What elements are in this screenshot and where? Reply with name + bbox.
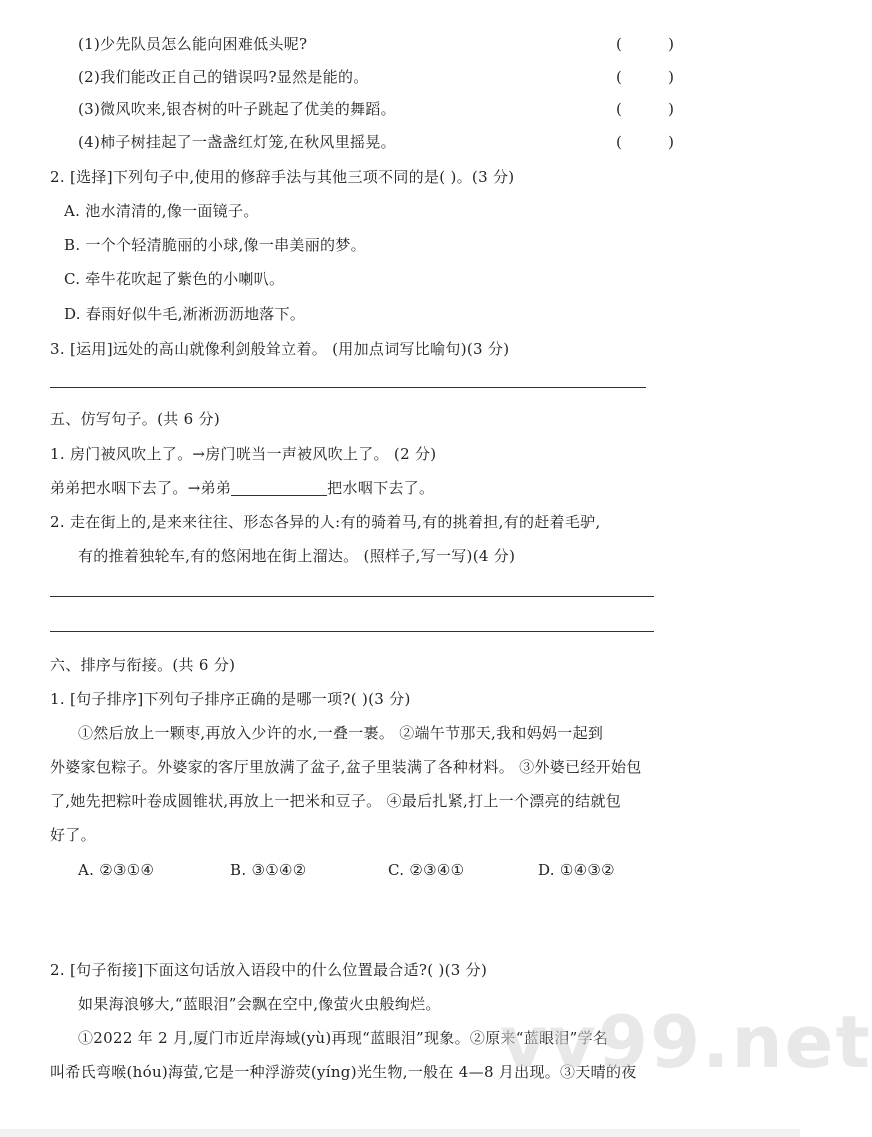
answer-paren-4[interactable] (616, 132, 674, 152)
q4-item-1: (1)少先队员怎么能向困难低头呢? (78, 35, 308, 53)
fill-in-blank[interactable] (231, 479, 327, 496)
section6-q1-option-b[interactable]: B. ③①④② (230, 861, 307, 879)
answer-paren-2[interactable] (616, 67, 674, 87)
q2-option-c[interactable]: C. 牵牛花吹起了紫色的小喇叭。 (64, 270, 285, 288)
q3-stem: 3. [运用]远处的高山就像利剑般耸立着。 (用加点词写比喻句)(3 分) (50, 340, 510, 358)
section5-q1-exercise (50, 478, 434, 498)
section5-answer-line-2[interactable] (50, 631, 654, 632)
section6-passage-line-2: 外婆家包粽子。外婆家的客厅里放满了盆子,盆子里装满了各种材料。 ③外婆已经开始包 (50, 758, 642, 776)
answer-paren-1[interactable] (616, 34, 674, 54)
section6-passage-line-3: 了,她先把粽叶卷成圆锥状,再放上一把米和豆子。 ④最后扎紧,打上一个漂亮的结就包 (50, 792, 622, 810)
section6-q2-passage-line-1: ①2022 年 2 月,厦门市近岸海域(yù)再现“蓝眼泪”现象。②原来“蓝眼泪”学名 (78, 1029, 609, 1047)
paren-close: ) (668, 133, 674, 151)
section6-passage-line-1: ①然后放上一颗枣,再放入少许的水,一叠一裹。 ②端午节那天,我和妈妈一起到 (78, 724, 604, 742)
answer-paren-3[interactable] (616, 99, 674, 119)
paren-close: ) (668, 35, 674, 53)
q4-item-2: (2)我们能改正自己的错误吗?显然是能的。 (78, 68, 369, 86)
section6-passage-line-4: 好了。 (50, 826, 96, 844)
section6-q1-option-a[interactable]: A. ②③①④ (78, 861, 155, 879)
q2-option-b[interactable]: B. 一个个轻清脆丽的小球,像一串美丽的梦。 (64, 236, 366, 254)
section6-q1-stem: 1. [句子排序]下列句子排序正确的是哪一项?( )(3 分) (50, 690, 411, 708)
page-bottom-edge (0, 1129, 800, 1137)
exercise-prefix: 弟弟把水咽下去了。→弟弟 (50, 479, 232, 497)
q2-option-a[interactable]: A. 池水清清的,像一面镜子。 (64, 202, 259, 220)
section5-q2-line2: 有的推着独轮车,有的悠闲地在街上溜达。 (照样子,写一写)(4 分) (78, 547, 516, 565)
section6-q2-passage-line-2: 叫希氏弯喉(hóu)海萤,它是一种浮游荧(yíng)光生物,一般在 4—8 月出现。③天晴的夜 (50, 1063, 637, 1081)
section6-q2-sentence: 如果海浪够大,“蓝眼泪”会飘在空中,像萤火虫般绚烂。 (78, 995, 441, 1013)
paren-open: ( (616, 35, 622, 53)
q2-stem: 2. [选择]下列句子中,使用的修辞手法与其他三项不同的是( )。(3 分) (50, 168, 515, 186)
q4-item-4: (4)柿子树挂起了一盏盏红灯笼,在秋风里摇晃。 (78, 133, 396, 151)
paren-open: ( (616, 133, 622, 151)
section5-q2-line1: 2. 走在街上的,是来来往往、形态各异的人:有的骑着马,有的挑着担,有的赶着毛驴, (50, 513, 601, 531)
q4-item-3: (3)微风吹来,银杏树的叶子跳起了优美的舞蹈。 (78, 100, 396, 118)
section6-title: 六、排序与衔接。(共 6 分) (50, 656, 236, 674)
paren-open: ( (616, 68, 622, 86)
section5-answer-line-1[interactable] (50, 596, 654, 597)
watermark: vv99.net (500, 1000, 872, 1084)
section6-q1-option-d[interactable]: D. ①④③② (538, 861, 615, 879)
section5-title: 五、仿写句子。(共 6 分) (50, 410, 220, 428)
paren-close: ) (668, 68, 674, 86)
paren-close: ) (668, 100, 674, 118)
section5-q1: 1. 房门被风吹上了。→房门咣当一声被风吹上了。 (2 分) (50, 445, 437, 463)
paren-open: ( (616, 100, 622, 118)
section6-q1-option-c[interactable]: C. ②③④① (388, 861, 465, 879)
q3-answer-line[interactable] (50, 387, 646, 388)
section6-q2-stem: 2. [句子衔接]下面这句话放入语段中的什么位置最合适?( )(3 分) (50, 961, 488, 979)
q2-option-d[interactable]: D. 春雨好似牛毛,淅淅沥沥地落下。 (64, 305, 306, 323)
exercise-suffix: 把水咽下去了。 (327, 479, 435, 497)
